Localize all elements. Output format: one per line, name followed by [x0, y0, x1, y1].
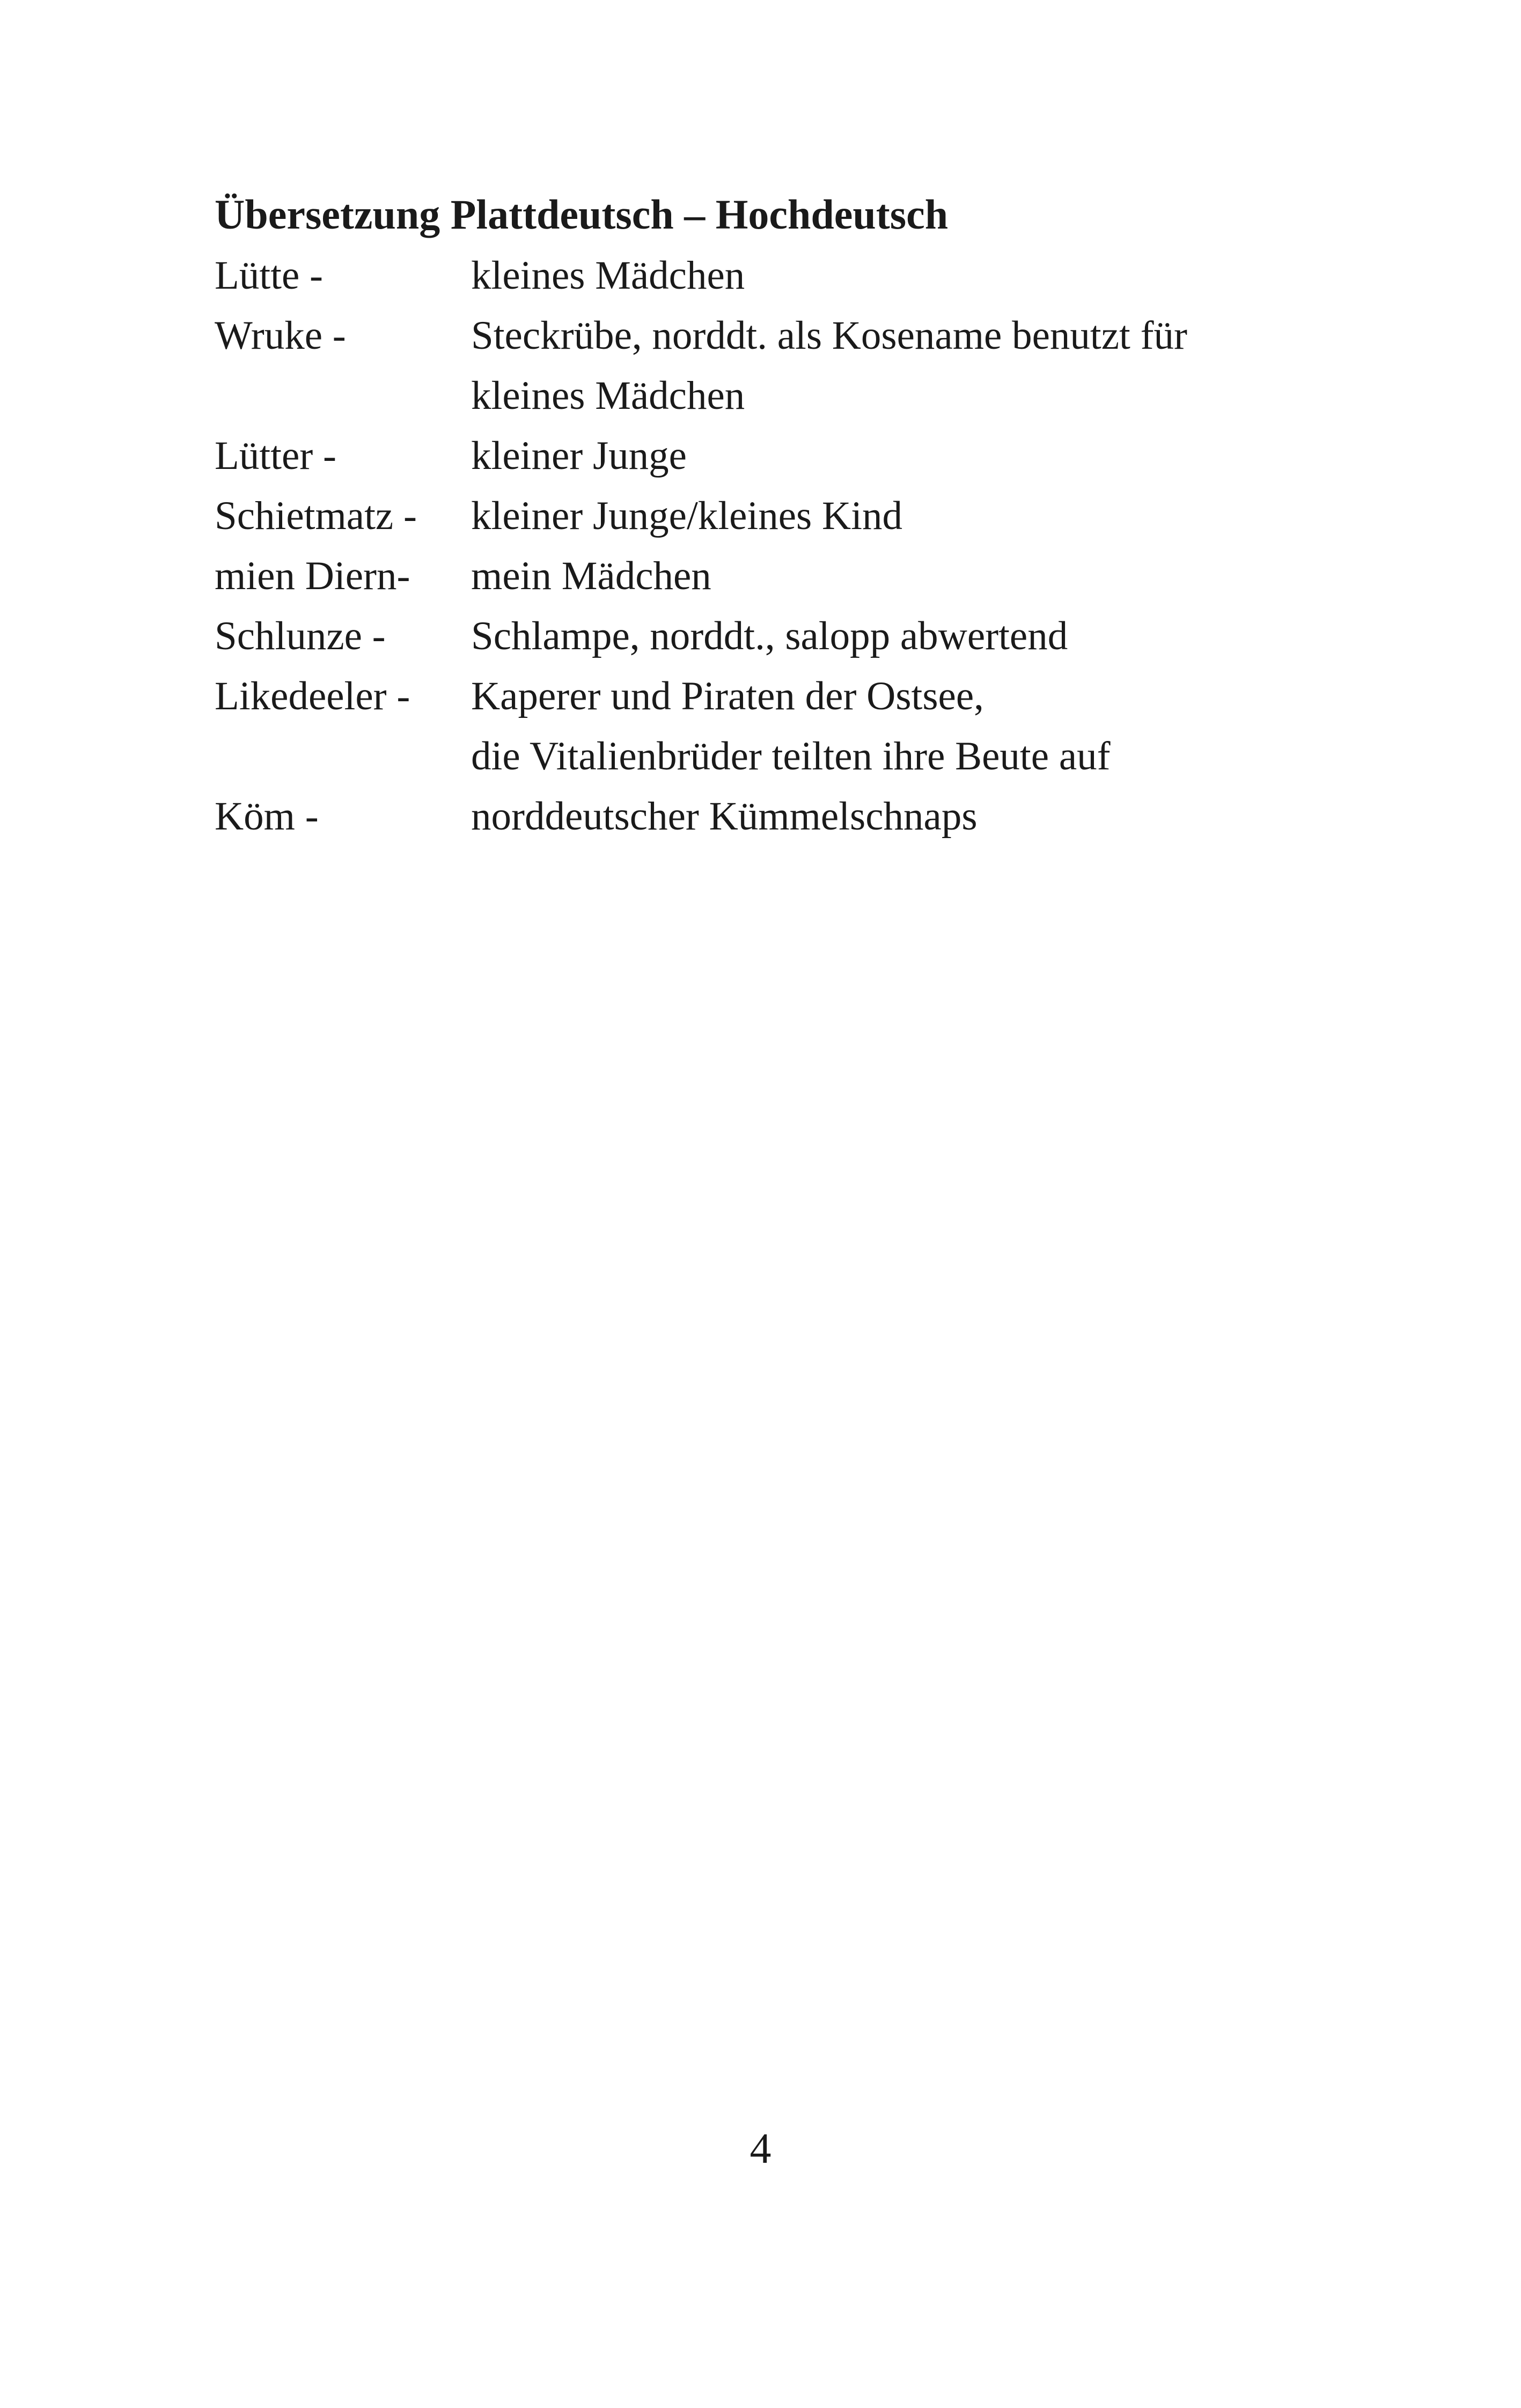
glossary-definition: [471, 246, 1341, 306]
page-number: 4: [750, 2125, 771, 2172]
definition-line: kleines Mädchen: [471, 253, 745, 298]
definition-line: kleiner Junge: [471, 434, 687, 478]
glossary-definition: [471, 486, 1341, 546]
glossary-entry: [215, 306, 1341, 426]
glossary-entry: [215, 486, 1341, 546]
glossary-list: [215, 246, 1341, 847]
definition-line: Schlampe, norddt., salopp abwertend: [471, 614, 1068, 658]
definition-line: norddeutscher Kümmelschnaps: [471, 794, 978, 839]
definition-line: die Vitalienbrüder teilten ihre Beute auf: [471, 734, 1111, 779]
definition-line: Kaperer und Piraten der Ostsee,: [471, 674, 984, 718]
glossary-definition: [471, 546, 1341, 606]
glossary-definition: [471, 426, 1341, 486]
definition-line: kleines Mädchen: [471, 373, 745, 418]
definition-line: kleiner Junge/kleines Kind: [471, 494, 902, 538]
glossary-term: mien Diern-: [215, 554, 410, 598]
glossary-entry: [215, 606, 1341, 666]
definition-line: Steckrübe, norddt. als Kosename benutzt für: [471, 313, 1188, 358]
glossary-entry: [215, 246, 1341, 306]
glossary-definition: [471, 606, 1341, 666]
glossary-definition: [471, 306, 1341, 426]
glossary-entry: [215, 666, 1341, 787]
glossary-definition: [471, 787, 1341, 847]
page-title: Übersetzung Plattdeutsch – Hochdeutsch: [215, 191, 949, 238]
definition-line: mein Mädchen: [471, 554, 711, 598]
glossary-term: Lütte -: [215, 253, 324, 298]
glossary-entry: [215, 546, 1341, 606]
glossary-term: Wruke -: [215, 313, 346, 358]
glossary-entry: [215, 787, 1341, 847]
glossary-term: Lütter -: [215, 434, 336, 478]
glossary-term: Schietmatz -: [215, 494, 417, 538]
glossary-entry: [215, 426, 1341, 486]
glossary-term: Köm -: [215, 794, 319, 839]
glossary-term: Schlunze -: [215, 614, 386, 658]
glossary-definition: [471, 666, 1341, 787]
glossary-term: Likedeeler -: [215, 674, 410, 718]
